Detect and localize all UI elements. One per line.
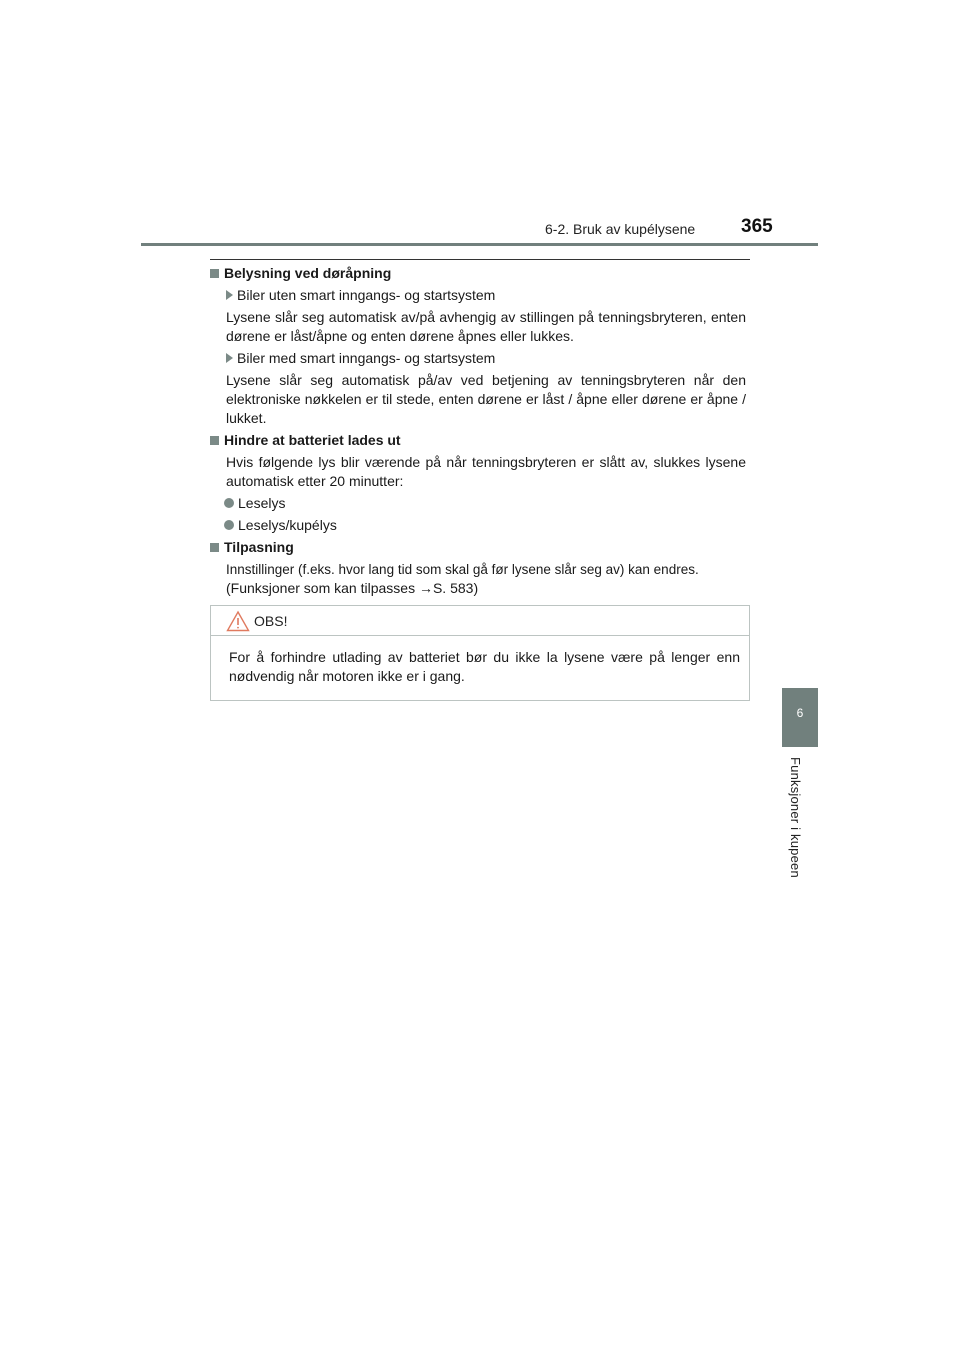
triangle-bullet-icon bbox=[226, 290, 233, 300]
obs-title: OBS! bbox=[254, 612, 288, 629]
obs-header bbox=[211, 606, 749, 636]
heading-text: Tilpasning bbox=[224, 539, 294, 555]
paragraph: (Funksjoner som kan tilpasses →S. 583) bbox=[226, 580, 479, 596]
obs-text: For å forhindre utlading av batteriet bør du ikke la lysene være på lenger enn nødvendig når motoren ikke er i gang. bbox=[229, 649, 740, 684]
page-number: 365 bbox=[741, 216, 773, 237]
chapter-tab bbox=[782, 688, 818, 747]
section-heading-belysning bbox=[210, 264, 746, 283]
heading-text: Belysning ved døråpning bbox=[224, 265, 392, 281]
subheading-text: Biler med smart inngangs- og startsystem bbox=[237, 350, 496, 366]
paragraph: Lysene slår seg automatisk av/på avhengig av stillingen på tenningsbryteren, enten dørene er låst/åpne og enten dørene åpnes eller lukkes. bbox=[226, 309, 746, 344]
paragraph: Lysene slår seg automatisk på/av ved betjening av tenningsbryteren når den elektroniske nøkkelen er til stede, enten dørene er låst / åpne eller dørene er åpne / lukket. bbox=[226, 372, 746, 426]
content-divider bbox=[210, 259, 750, 260]
header-divider bbox=[141, 243, 818, 246]
section-title: 6-2. Bruk av kupélysene bbox=[545, 221, 696, 237]
triangle-bullet-icon bbox=[226, 353, 233, 363]
square-bullet-icon bbox=[210, 543, 219, 552]
paragraph: Hvis følgende lys blir værende på når tenningsbryteren er slått av, slukkes lysene automatisk etter 20 minutter: bbox=[226, 454, 746, 489]
subheading-med-smart bbox=[226, 349, 746, 368]
list-item bbox=[224, 494, 746, 513]
main-content bbox=[210, 264, 746, 601]
list-item bbox=[224, 516, 746, 535]
chapter-number: 6 bbox=[796, 706, 804, 720]
heading-text: Hindre at batteriet lades ut bbox=[224, 432, 401, 448]
warning-icon bbox=[226, 610, 250, 632]
list-item-text: Leselys bbox=[238, 495, 286, 511]
section-heading-tilpasning bbox=[210, 538, 746, 557]
square-bullet-icon bbox=[210, 436, 219, 445]
obs-notice-box bbox=[210, 605, 750, 701]
circle-bullet-icon bbox=[224, 498, 234, 508]
section-heading-batteri bbox=[210, 431, 746, 450]
square-bullet-icon bbox=[210, 269, 219, 278]
circle-bullet-icon bbox=[224, 520, 234, 530]
subheading-text: Biler uten smart inngangs- og startsystem bbox=[237, 287, 496, 303]
chapter-title: Funksjoner i kupeen bbox=[788, 757, 803, 878]
paragraph: Innstillinger (f.eks. hvor lang tid som skal gå før lysene slår seg av) kan endres. bbox=[226, 562, 699, 577]
subheading-uten-smart bbox=[226, 286, 746, 305]
list-item-text: Leselys/kupélys bbox=[238, 517, 337, 533]
